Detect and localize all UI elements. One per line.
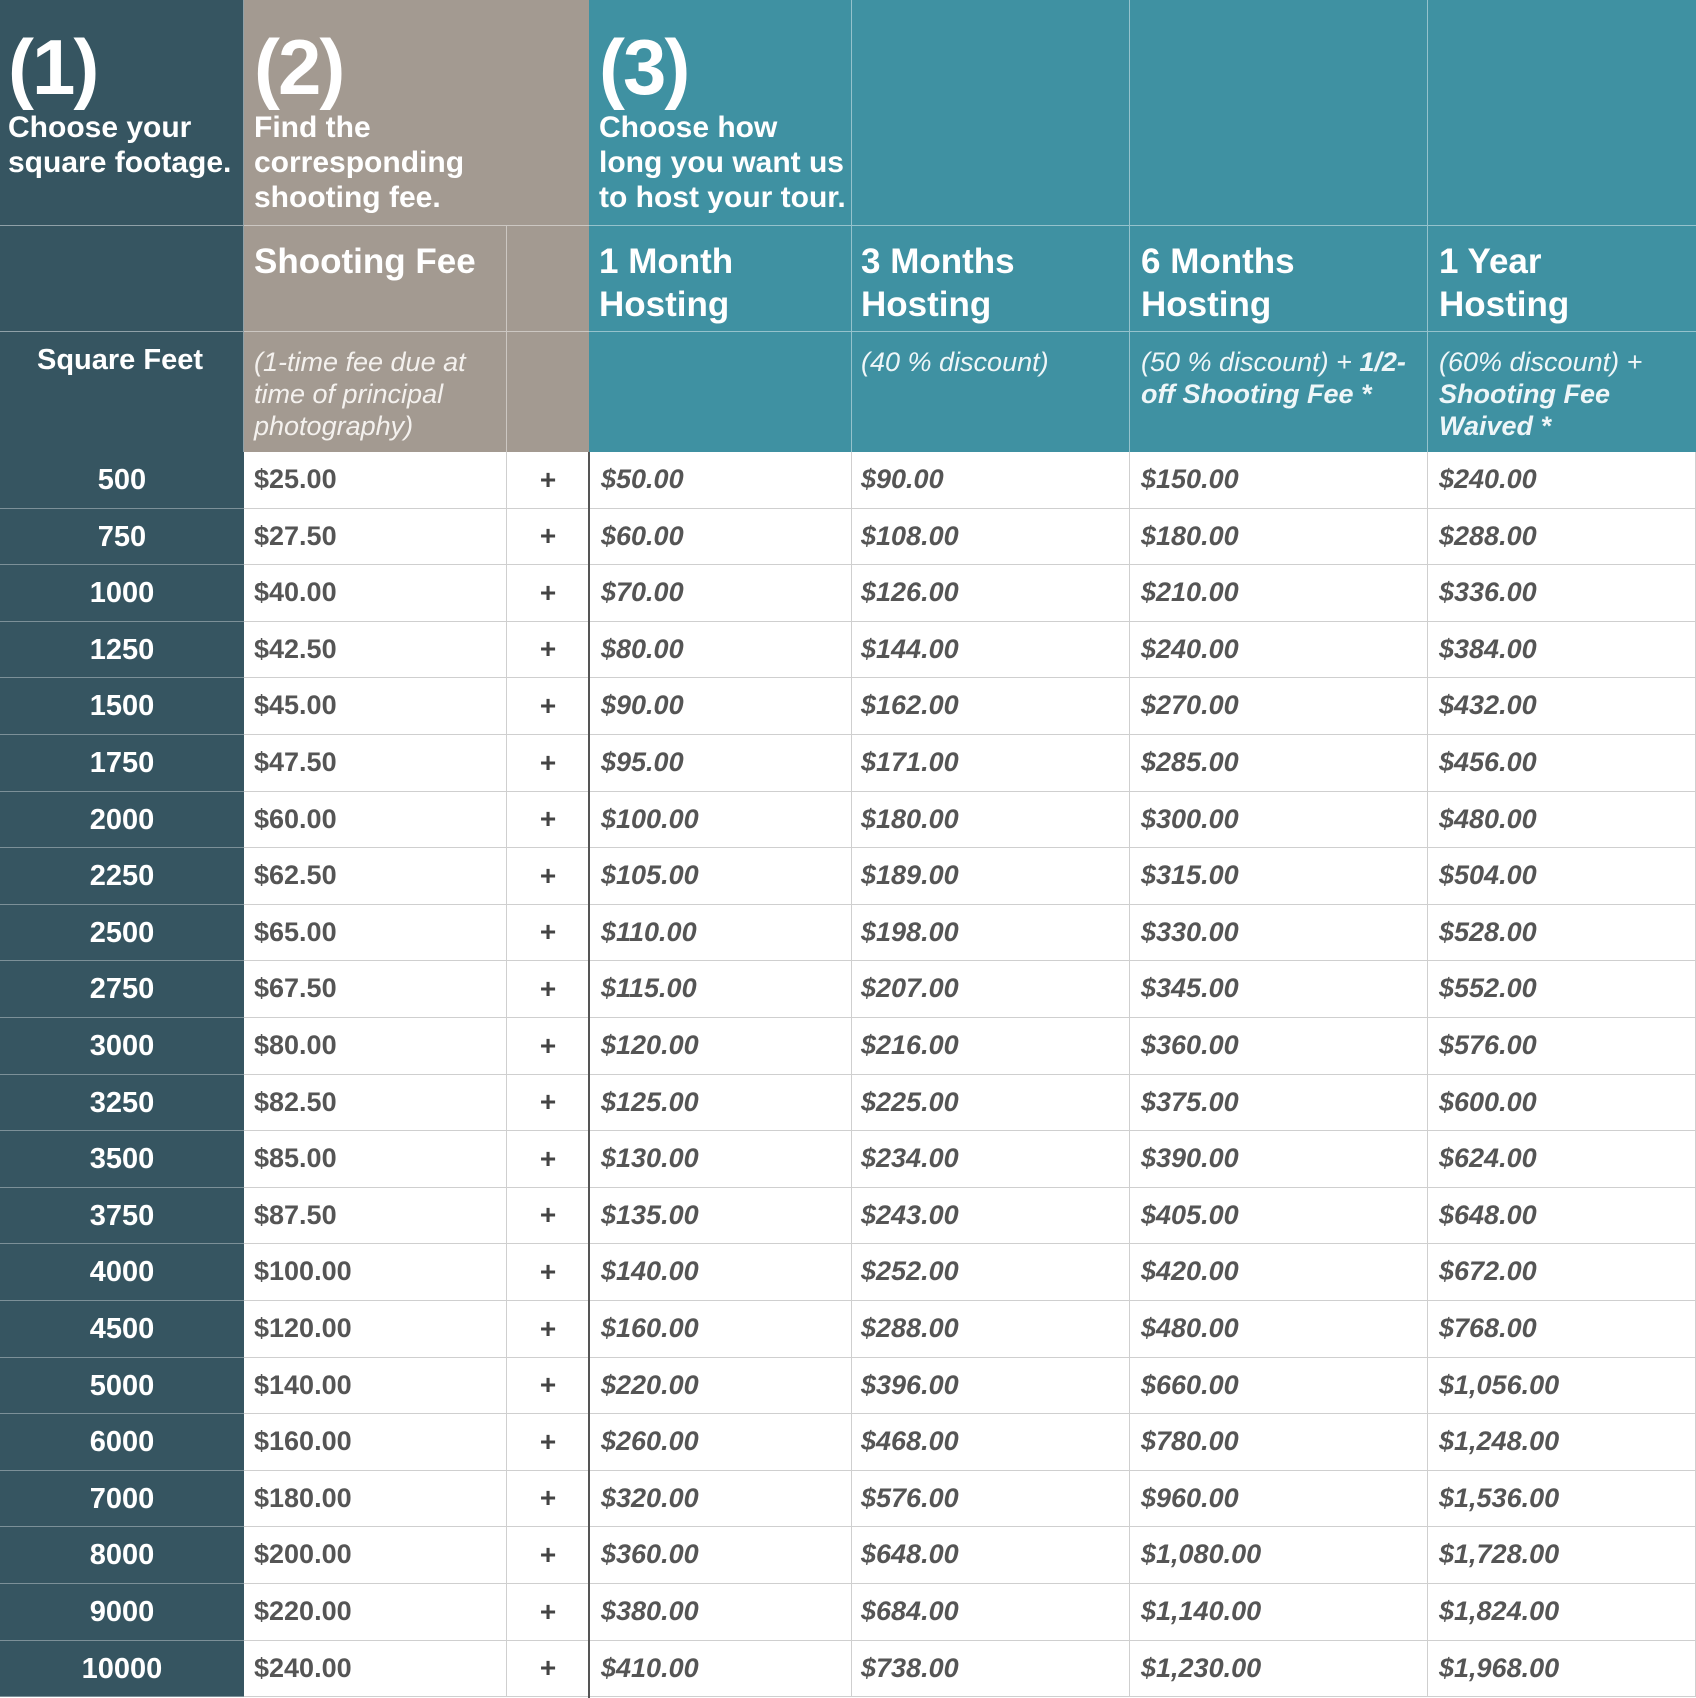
hosting-6m-price: $1,140.00 [1130, 1584, 1428, 1641]
hosting-1y-price: $648.00 [1428, 1188, 1696, 1244]
shooting-fee-cell: $140.00 [244, 1358, 507, 1414]
shooting-fee-cell: $85.00 [244, 1131, 507, 1188]
step-1-text [8, 110, 231, 180]
hosting-1y-price: $480.00 [1428, 792, 1696, 848]
shooting-fee-cell: $180.00 [244, 1471, 507, 1527]
hosting-6m-price: $405.00 [1130, 1188, 1428, 1244]
hosting-6m-price: $1,080.00 [1130, 1527, 1428, 1584]
hosting-6m-price: $960.00 [1130, 1471, 1428, 1527]
hosting-1y-title-text [1439, 240, 1569, 326]
hosting-6m-price: $660.00 [1130, 1358, 1428, 1414]
hosting-1m-price: $100.00 [589, 792, 852, 848]
hosting-3m-price: $108.00 [852, 509, 1130, 565]
hosting-6m-title-line-2: Hosting [1141, 285, 1272, 324]
shooting-fee-cell: $60.00 [244, 792, 507, 848]
square-feet-cell: 7000 [0, 1471, 244, 1527]
square-feet-cell: 2000 [0, 792, 244, 848]
hosting-3m-price: $189.00 [852, 848, 1130, 905]
shooting-fee-cell: $42.50 [244, 622, 507, 678]
hosting-6m-price: $150.00 [1130, 452, 1428, 509]
hosting-1y-bonus: Shooting Fee Waived * [1439, 379, 1610, 441]
shooting-fee-cell: $65.00 [244, 905, 507, 961]
step-2-header [244, 0, 589, 226]
plus-sign: + [507, 565, 589, 622]
step-2-number: (2) [254, 23, 344, 111]
plus-sign: + [507, 1244, 589, 1301]
shooting-fee-cell: $87.50 [244, 1188, 507, 1244]
hosting-3m-price: $468.00 [852, 1414, 1130, 1471]
plus-sign: + [507, 1641, 589, 1697]
hosting-6m-price: $345.00 [1130, 961, 1428, 1018]
hosting-6m-price: $270.00 [1130, 678, 1428, 735]
hosting-6m-price: $360.00 [1130, 1018, 1428, 1075]
step-1-line-2: square footage. [8, 146, 232, 179]
hosting-1y-price: $552.00 [1428, 961, 1696, 1018]
shooting-fee-cell: $240.00 [244, 1641, 507, 1697]
plus-title-blank [507, 226, 589, 332]
hosting-6m-discount: (50 % discount) + [1141, 347, 1360, 377]
hosting-3m-price: $288.00 [852, 1301, 1130, 1358]
plus-subtitle-blank [507, 332, 589, 452]
shooting-fee-cell: $45.00 [244, 678, 507, 735]
hosting-1y-subtitle-text [1439, 346, 1693, 442]
hosting-3m-price: $144.00 [852, 622, 1130, 678]
hosting-1m-price: $135.00 [589, 1188, 852, 1244]
square-feet-cell: 8000 [0, 1527, 244, 1584]
hosting-6m-price: $420.00 [1130, 1244, 1428, 1301]
hosting-3m-price: $576.00 [852, 1471, 1130, 1527]
hosting-1y-price: $672.00 [1428, 1244, 1696, 1301]
hosting-1m-title-text [599, 240, 733, 326]
hosting-1m-price: $80.00 [589, 622, 852, 678]
hosting-3m-title-text [861, 240, 1015, 326]
hosting-1y-price: $336.00 [1428, 565, 1696, 622]
hosting-1m-price: $95.00 [589, 735, 852, 792]
hosting-6m-bonus: 1/2-off Shooting Fee * [1141, 347, 1406, 409]
header-blank-1y [1428, 0, 1696, 226]
hosting-1m-price: $320.00 [589, 1471, 852, 1527]
shooting-fee-subtitle [244, 332, 507, 452]
shooting-fee-title-text: Shooting Fee [254, 242, 476, 281]
hosting-1y-price: $1,536.00 [1428, 1471, 1696, 1527]
hosting-6m-price: $780.00 [1130, 1414, 1428, 1471]
hosting-3m-price: $198.00 [852, 905, 1130, 961]
hosting-1y-price: $456.00 [1428, 735, 1696, 792]
square-feet-cell: 1250 [0, 622, 244, 678]
hosting-3m-price: $216.00 [852, 1018, 1130, 1075]
hosting-6m-price: $285.00 [1130, 735, 1428, 792]
hosting-3m-price: $243.00 [852, 1188, 1130, 1244]
square-feet-cell: 2750 [0, 961, 244, 1018]
hosting-3m-price: $738.00 [852, 1641, 1130, 1697]
hosting-1y-price: $240.00 [1428, 452, 1696, 509]
hosting-3m-price: $126.00 [852, 565, 1130, 622]
square-feet-cell: 4000 [0, 1244, 244, 1301]
header-blank-3m [852, 0, 1130, 226]
square-feet-cell: 750 [0, 509, 244, 565]
hosting-6m-price: $315.00 [1130, 848, 1428, 905]
hosting-1m-price: $140.00 [589, 1244, 852, 1301]
square-feet-cell: 1500 [0, 678, 244, 735]
step-1-number: (1) [8, 23, 98, 111]
step-2-text [254, 110, 464, 215]
hosting-1m-price: $90.00 [589, 678, 852, 735]
hosting-6m-subtitle-text [1141, 346, 1425, 410]
hosting-6m-price: $180.00 [1130, 509, 1428, 565]
hosting-6m-price: $480.00 [1130, 1301, 1428, 1358]
shooting-fee-cell: $220.00 [244, 1584, 507, 1641]
hosting-1y-price: $576.00 [1428, 1018, 1696, 1075]
square-feet-cell: 3500 [0, 1131, 244, 1188]
hosting-1y-price: $768.00 [1428, 1301, 1696, 1358]
hosting-1y-price: $624.00 [1428, 1131, 1696, 1188]
step-3-line-1: Choose how [599, 111, 778, 144]
sqft-title-blank [0, 226, 244, 332]
hosting-3m-price: $225.00 [852, 1075, 1130, 1131]
square-feet-cell: 1750 [0, 735, 244, 792]
hosting-1m-price: $410.00 [589, 1641, 852, 1697]
hosting-1y-price: $288.00 [1428, 509, 1696, 565]
plus-sign: + [507, 1018, 589, 1075]
hosting-1m-price: $70.00 [589, 565, 852, 622]
step-1-header [0, 0, 244, 226]
hosting-1y-price: $432.00 [1428, 678, 1696, 735]
hosting-3m-price: $207.00 [852, 961, 1130, 1018]
plus-sign: + [507, 1358, 589, 1414]
step-1-line-1: Choose your [8, 111, 192, 144]
shooting-fee-cell: $40.00 [244, 565, 507, 622]
hosting-1y-price: $384.00 [1428, 622, 1696, 678]
hosting-3m-price: $171.00 [852, 735, 1130, 792]
plus-sign: + [507, 848, 589, 905]
hosting-1y-price: $528.00 [1428, 905, 1696, 961]
hosting-1m-title [589, 226, 852, 332]
shooting-fee-cell: $160.00 [244, 1414, 507, 1471]
hosting-1m-title-line-2: Hosting [599, 285, 730, 324]
shooting-fee-cell: $25.00 [244, 452, 507, 509]
hosting-3m-price: $180.00 [852, 792, 1130, 848]
hosting-1m-price: $125.00 [589, 1075, 852, 1131]
shooting-fee-cell: $80.00 [244, 1018, 507, 1075]
step-3-number: (3) [599, 23, 689, 111]
hosting-3m-price: $90.00 [852, 452, 1130, 509]
hosting-1y-price: $1,056.00 [1428, 1358, 1696, 1414]
square-feet-cell: 500 [0, 452, 244, 509]
shooting-fee-cell: $82.50 [244, 1075, 507, 1131]
plus-sign: + [507, 735, 589, 792]
hosting-6m-price: $210.00 [1130, 565, 1428, 622]
plus-sign: + [507, 678, 589, 735]
shooting-fee-cell: $62.50 [244, 848, 507, 905]
step-2-line-3: shooting fee. [254, 181, 441, 214]
hosting-1m-price: $105.00 [589, 848, 852, 905]
hosting-3m-price: $252.00 [852, 1244, 1130, 1301]
hosting-3m-price: $684.00 [852, 1584, 1130, 1641]
hosting-3m-price: $648.00 [852, 1527, 1130, 1584]
square-feet-cell: 3250 [0, 1075, 244, 1131]
hosting-1m-price: $220.00 [589, 1358, 852, 1414]
hosting-3m-title-line-2: Hosting [861, 285, 992, 324]
hosting-6m-price: $375.00 [1130, 1075, 1428, 1131]
shooting-fee-cell: $47.50 [244, 735, 507, 792]
shooting-fee-cell: $200.00 [244, 1527, 507, 1584]
step-3-line-3: to host your tour. [599, 181, 846, 214]
plus-sign: + [507, 961, 589, 1018]
plus-sign: + [507, 1584, 589, 1641]
plus-sign: + [507, 1527, 589, 1584]
square-feet-cell: 3750 [0, 1188, 244, 1244]
square-feet-cell: 9000 [0, 1584, 244, 1641]
hosting-1y-price: $600.00 [1428, 1075, 1696, 1131]
plus-sign: + [507, 792, 589, 848]
hosting-1m-price: $380.00 [589, 1584, 852, 1641]
hosting-6m-price: $240.00 [1130, 622, 1428, 678]
shooting-fee-cell: $27.50 [244, 509, 507, 565]
hosting-1m-price: $130.00 [589, 1131, 852, 1188]
hosting-1m-price: $360.00 [589, 1527, 852, 1584]
header-blank-6m [1130, 0, 1428, 226]
hosting-1m-price: $260.00 [589, 1414, 852, 1471]
hosting-6m-price: $330.00 [1130, 905, 1428, 961]
hosting-3m-title-line-1: 3 Months [861, 242, 1015, 281]
hosting-1y-discount: (60% discount) + [1439, 347, 1643, 377]
hosting-1y-price: $1,824.00 [1428, 1584, 1696, 1641]
sqft-header-label: Square Feet [37, 344, 203, 376]
sqft-header [0, 332, 244, 452]
step-3-text [599, 110, 846, 215]
step-3-line-2: long you want us [599, 146, 844, 179]
hosting-3m-price: $234.00 [852, 1131, 1130, 1188]
hosting-6m-price: $390.00 [1130, 1131, 1428, 1188]
hosting-3m-price: $396.00 [852, 1358, 1130, 1414]
hosting-1y-price: $1,248.00 [1428, 1414, 1696, 1471]
hosting-1y-title-line-2: Hosting [1439, 285, 1570, 324]
plus-sign: + [507, 1301, 589, 1358]
shooting-fee-cell: $67.50 [244, 961, 507, 1018]
hosting-1y-title-line-1: 1 Year [1439, 242, 1542, 281]
hosting-1m-price: $160.00 [589, 1301, 852, 1358]
hosting-1m-price: $120.00 [589, 1018, 852, 1075]
column-divider [588, 452, 590, 1698]
square-feet-cell: 3000 [0, 1018, 244, 1075]
hosting-3m-price: $162.00 [852, 678, 1130, 735]
hosting-1m-price: $110.00 [589, 905, 852, 961]
square-feet-cell: 4500 [0, 1301, 244, 1358]
step-3-header [589, 0, 852, 226]
plus-sign: + [507, 1188, 589, 1244]
hosting-3m-title [852, 226, 1130, 332]
hosting-1y-title [1428, 226, 1696, 332]
hosting-1y-price: $1,968.00 [1428, 1641, 1696, 1697]
hosting-1y-price: $1,728.00 [1428, 1527, 1696, 1584]
plus-sign: + [507, 1131, 589, 1188]
step-2-line-1: Find the [254, 111, 371, 144]
square-feet-cell: 2500 [0, 905, 244, 961]
hosting-6m-subtitle [1130, 332, 1428, 452]
hosting-1m-title-line-1: 1 Month [599, 242, 734, 281]
square-feet-cell: 10000 [0, 1641, 244, 1697]
shooting-fee-title [244, 226, 507, 332]
square-feet-cell: 2250 [0, 848, 244, 905]
plus-sign: + [507, 1414, 589, 1471]
plus-sign: + [507, 1075, 589, 1131]
hosting-1y-price: $504.00 [1428, 848, 1696, 905]
plus-sign: + [507, 509, 589, 565]
hosting-3m-subtitle-text: (40 % discount) [861, 347, 1049, 377]
square-feet-cell: 5000 [0, 1358, 244, 1414]
hosting-1m-price: $115.00 [589, 961, 852, 1018]
plus-sign: + [507, 622, 589, 678]
plus-sign: + [507, 905, 589, 961]
shooting-fee-cell: $100.00 [244, 1244, 507, 1301]
shooting-fee-subtitle-text: (1-time fee due at time of principal photography) [254, 347, 466, 441]
hosting-6m-price: $1,230.00 [1130, 1641, 1428, 1697]
hosting-1m-price: $50.00 [589, 452, 852, 509]
hosting-3m-subtitle [852, 332, 1130, 452]
plus-sign: + [507, 452, 589, 509]
hosting-1y-subtitle [1428, 332, 1696, 452]
plus-sign: + [507, 1471, 589, 1527]
hosting-6m-title [1130, 226, 1428, 332]
square-feet-cell: 1000 [0, 565, 244, 622]
hosting-6m-title-line-1: 6 Months [1141, 242, 1295, 281]
square-feet-cell: 6000 [0, 1414, 244, 1471]
hosting-6m-title-text [1141, 240, 1295, 326]
hosting-1m-price: $60.00 [589, 509, 852, 565]
hosting-6m-price: $300.00 [1130, 792, 1428, 848]
step-2-line-2: corresponding [254, 146, 465, 179]
hosting-1m-subtitle [589, 332, 852, 452]
shooting-fee-cell: $120.00 [244, 1301, 507, 1358]
